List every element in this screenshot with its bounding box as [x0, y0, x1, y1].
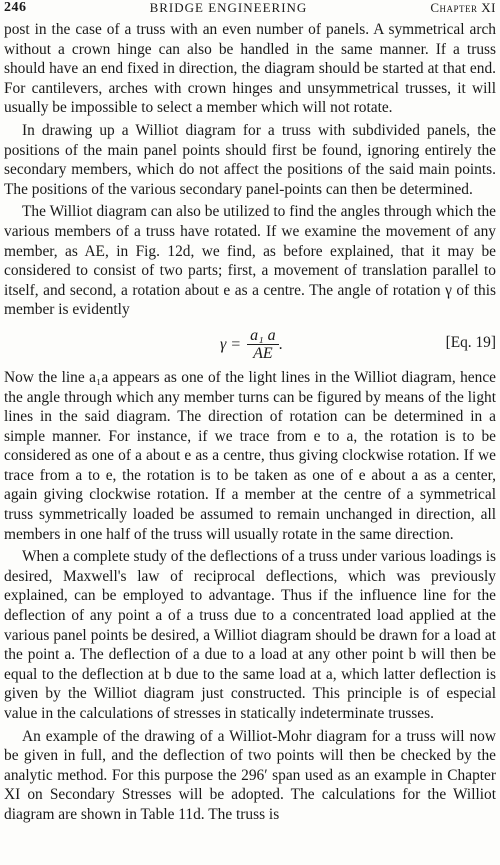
equation-19 — [4, 326, 496, 364]
paragraph: Now the line a₁a appears as one of the light lines in the Williot diagram, hence the angle through which any member turns can be figured by means of the light lines in the said diagram. The direction of rotation can be determined in a simple manner. For instance, if we trace from e to a, the rotation is to be considered as one of a about e as a centre, thus giving clockwise rotation. If we trace from a to e, the rotation is to be taken as one of e about a as a center, again giving clockwise rotation. If a member at the centre of a symmetrical truss symmetrically loaded be assumed to remain unchanged in direction, all members in one half of the truss will usually rotate in the same direction. — [4, 368, 496, 543]
equation-numerator: a₁ a — [247, 327, 279, 345]
running-title: BRIDGE ENGINEERING — [149, 0, 308, 15]
equation-denominator: AE — [253, 344, 273, 362]
equation-fraction — [247, 327, 279, 363]
page-body — [4, 20, 496, 825]
equation-trail: . — [278, 335, 283, 353]
paragraph: When a complete study of the deflections of a truss under various loadings is desired, Maxwell's law of reciprocal deflections, which was previously explained, can be employed to advantage. Thus if the influence line for the deflection of any point a of a truss due to a concentrated load applied at the various panel points be desired, a Williot diagram should be drawn for a load at the point a. The deflection of a due to a load at any other point b will then be equal to the deflection at b due to the same load at a, which latter deflection is given by the Williot diagram just constructed. This principle is of especial value in the calculations of stresses in statically indeterminate trusses. — [4, 548, 496, 722]
chapter-label: Chapter XI — [430, 0, 496, 15]
paragraph: post in the case of a truss with an even number of panels. A symmetrical arch without a crown hinge can also be handled in the same manner. If a truss should have an end fixed in direction, the diagram should be started at that end. For cantilevers, arches with crown hinges and unsymmetrical trusses, it will usually be impossible to select a member which will not rotate. — [4, 21, 496, 117]
equation-lhs: γ = — [220, 335, 242, 353]
page-header — [4, 0, 496, 22]
page-number: 246 — [4, 0, 27, 15]
paragraph: In drawing up a Williot diagram for a truss with subdivided panels, the positions of the main panel points should first be found, ignoring entirely the secondary members, which do not affect the positions of the said main points. The positions of the various secondary panel-points can then be determined. — [4, 121, 496, 198]
paragraph: An example of the drawing of a Williot-Mohr diagram for a truss will now be given in full, and the deflection of two points will then be checked by the analytic method. For this purpose the 296′ span used as an example in Chapter XI on Secondary Stresses will be adopted. The calculations for the Williot diagram are shown in Table 11d. The truss is — [4, 727, 496, 823]
equation-tag: [Eq. 19] — [445, 333, 496, 351]
paragraph: The Williot diagram can also be utilized to find the angles through which the various members of a truss have rotated. If we examine the movement of any member, as AE, in Fig. 12d, we find, as before explained, that it may be considered to consist of two parts; first, a movement of translation parallel to itself, and second, a rotation about e as a centre. The angle of rotation γ of this member is evidently — [4, 203, 496, 319]
equation-formula — [220, 326, 283, 364]
